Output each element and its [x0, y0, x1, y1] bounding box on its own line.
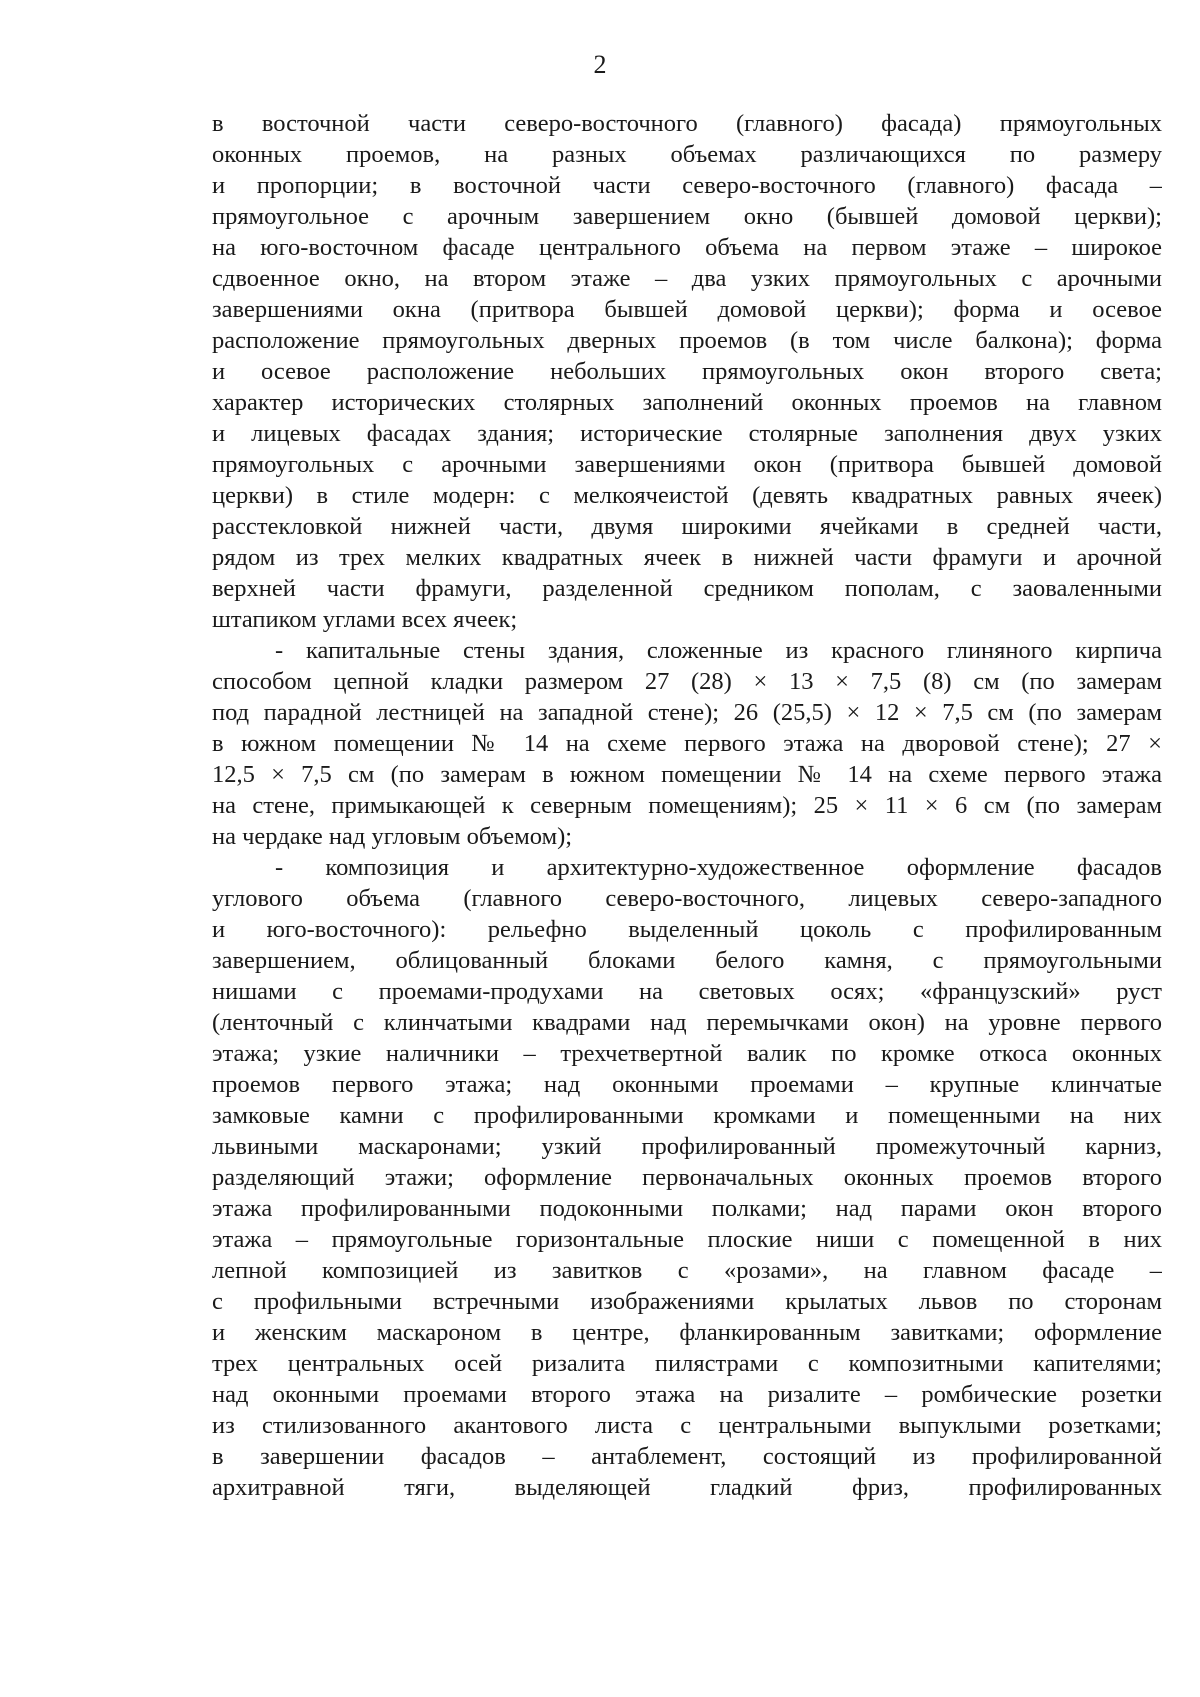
text-line: в восточной части северо-восточного (главного) фасада) прямоугольных	[212, 110, 1162, 137]
text-line: и юго-восточного): рельефно выделенный цоколь с профилированным	[212, 916, 1162, 943]
text-line: на чердаке над угловым объемом);	[212, 823, 573, 850]
text-line: разделяющий этажи; оформление первоначальных оконных проемов второго	[212, 1164, 1162, 1191]
text-line: этажа; узкие наличники – трехчетвертной валик по кромке откоса оконных	[212, 1040, 1162, 1067]
text-line: сдвоенное окно, на втором этаже – два узких прямоугольных с арочными	[212, 265, 1162, 292]
text-line: и женским маскароном в центре, фланкированным завитками; оформление	[212, 1319, 1162, 1346]
text-line: штапиком углами всех ячеек;	[212, 606, 518, 633]
text-line: оконных проемов, на разных объемах различающихся по размеру	[212, 141, 1162, 168]
text-line: с профильными встречными изображениями крылатых львов по сторонам	[212, 1288, 1162, 1315]
text-line: трех центральных осей ризалита пилястрами с композитными капителями;	[212, 1350, 1162, 1377]
page-number: 2	[593, 50, 607, 79]
text-line: львиными маскаронами; узкий профилированный промежуточный карниз,	[212, 1133, 1162, 1160]
text-line: завершением, облицованный блоками белого камня, с прямоугольными	[212, 947, 1162, 974]
text-line: под парадной лестницей на западной стене); 26 (25,5) × 12 × 7,5 см (по замерам	[212, 699, 1162, 726]
text-line: рядом из трех мелких квадратных ячеек в нижней части фрамуги и арочной	[212, 544, 1162, 571]
text-line: расстекловкой нижней части, двумя широкими ячейками в средней части,	[212, 513, 1162, 540]
text-line: над оконными проемами второго этажа на ризалите – ромбические розетки	[212, 1381, 1162, 1408]
text-line: 12,5 × 7,5 см (по замерам в южном помещении № 14 на схеме первого этажа	[212, 761, 1162, 788]
text-line: характер исторических столярных заполнений оконных проемов на главном	[212, 389, 1162, 416]
text-line: и лицевых фасадах здания; исторические столярные заполнения двух узких	[212, 420, 1162, 447]
text-line: и пропорции; в восточной части северо-восточного (главного) фасада –	[212, 172, 1162, 199]
text-line: замковые камни с профилированными кромками и помещенными на них	[212, 1102, 1162, 1129]
paragraph-first-line: - композиция и архитектурно-художественное оформление фасадов	[275, 854, 1162, 881]
text-line: и осевое расположение небольших прямоугольных окон второго света;	[212, 358, 1162, 385]
text-line: на стене, примыкающей к северным помещениям); 25 × 11 × 6 см (по замерам	[212, 792, 1162, 819]
text-line: проемов первого этажа; над оконными проемами – крупные клинчатые	[212, 1071, 1162, 1098]
text-line: на юго-восточном фасаде центрального объема на первом этаже – широкое	[212, 234, 1162, 261]
text-line: прямоугольных с арочными завершениями окон (притвора бывшей домовой	[212, 451, 1162, 478]
text-line: церкви) в стиле модерн: с мелкоячеистой (девять квадратных равных ячеек)	[212, 482, 1162, 509]
text-line: в завершении фасадов – антаблемент, состоящий из профилированной	[212, 1443, 1162, 1470]
text-line: расположение прямоугольных дверных проемов (в том числе балкона); форма	[212, 327, 1162, 354]
text-line: этажа профилированными подоконными полками; над парами окон второго	[212, 1195, 1162, 1222]
text-line: лепной композицией из завитков с «розами», на главном фасаде –	[212, 1257, 1162, 1284]
text-line: нишами с проемами-продухами на световых осях; «французский» руст	[212, 978, 1162, 1005]
text-line: верхней части фрамуги, разделенной средником пополам, с заоваленными	[212, 575, 1162, 602]
text-line: прямоугольное с арочным завершением окно (бывшей домовой церкви);	[212, 203, 1162, 230]
body-text	[212, 108, 1162, 1503]
text-line: из стилизованного акантового листа с центральными выпуклыми розетками;	[212, 1412, 1162, 1439]
text-line: углового объема (главного северо-восточного, лицевых северо-западного	[212, 885, 1162, 912]
text-line: в южном помещении № 14 на схеме первого этажа на дворовой стене); 27 ×	[212, 730, 1162, 757]
paragraph-first-line: - капитальные стены здания, сложенные из красного глиняного кирпича	[275, 637, 1162, 664]
text-line: (ленточный с клинчатыми квадрами над перемычками окон) на уровне первого	[212, 1009, 1162, 1036]
text-line: архитравной тяги, выделяющей гладкий фриз, профилированных	[212, 1474, 1162, 1501]
text-line: способом цепной кладки размером 27 (28) × 13 × 7,5 (8) см (по замерам	[212, 668, 1162, 695]
text-line: завершениями окна (притвора бывшей домовой церкви); форма и осевое	[212, 296, 1162, 323]
text-line: этажа – прямоугольные горизонтальные плоские ниши с помещенной в них	[212, 1226, 1162, 1253]
